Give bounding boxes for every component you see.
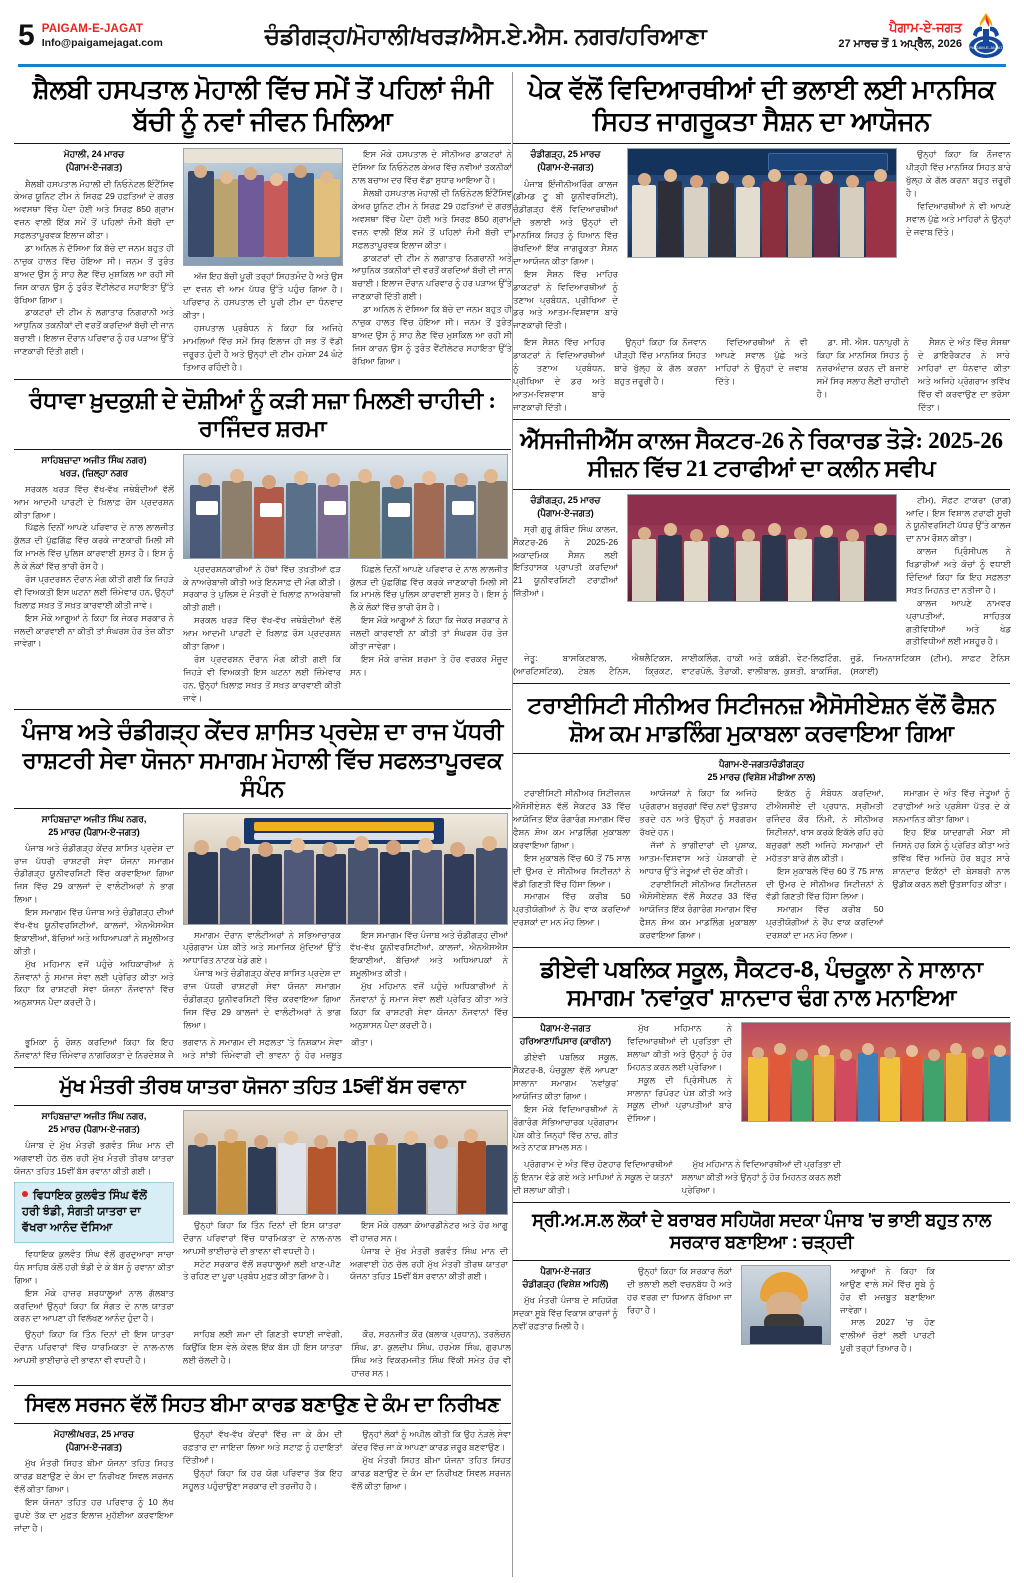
article-nss-state-convention — [14, 715, 511, 1061]
article-tirath-yatra-bus — [14, 1073, 511, 1380]
article-photo — [183, 148, 343, 266]
article-paragraph: ਸਕੂਲ ਦੀ ਪ੍ਰਿੰਸੀਪਲ ਨੇ ਸਾਲਾਨਾ ਰਿਪੋਰਟ ਪੇਸ਼ ਕੀਤੀ ਅਤੇ ਸਕੂਲ ਦੀਆਂ ਪ੍ਰਾਪਤੀਆਂ ਬਾਰੇ ਦੱਸਿਆ। — [627, 1074, 732, 1124]
article-paragraph: ਉਨ੍ਹਾਂ ਲੋਕਾਂ ਨੂੰ ਅਪੀਲ ਕੀਤੀ ਕਿ ਉਹ ਨੇੜਲੇ ਸੇਵਾ ਕੇਂਦਰ ਵਿੱਚ ਜਾ ਕੇ ਆਪਣਾ ਕਾਰਡ ਜ਼ਰੂਰ ਬਣਵਾਉਣ। — [351, 1429, 512, 1453]
article-source: (ਪੈਗਾਮ-ਏ-ਜਗਤ) — [65, 162, 123, 173]
article-paragraph: ਡਾ ਅਨਿਲ ਨੇ ਦੱਸਿਆ ਕਿ ਬੱਚੇ ਦਾ ਜਨਮ ਬਹੁਤ ਹੀ ਨਾਜ਼ੁਕ ਹਾਲਤ ਵਿੱਚ ਹੋਇਆ ਸੀ। ਜਨਮ ਤੋਂ ਤੁਰੰਤ ਬਾਅਦ ਉਸ ਨੂੰ ਸਾਹ ਲੈਣ ਵਿੱਚ ਮੁਸ਼ਕਿਲ ਆ ਰਹੀ ਸੀ ਜਿਸ ਕਾਰਨ ਉਸ ਨੂੰ ਤੁਰੰਤ ਵੈਂਟੀਲੇਟਰ ਸਹਾਇਤਾ ਉੱਤੇ ਰੱਖਿਆ ਗਿਆ। — [352, 304, 512, 366]
article-source: ਹਰਿਆਣਾ/ਪਿਸਾਰ (ਕਾਰੀਨਾ) — [519, 1036, 612, 1047]
article-paragraph: ਜੱਜਾਂ ਨੇ ਭਾਗੀਦਾਰਾਂ ਦੀ ਪੁਸ਼ਾਕ, ਆਤਮ-ਵਿਸ਼ਵਾਸ ਅਤੇ ਪੇਸ਼ਕਾਰੀ ਦੇ ਆਧਾਰ ਉੱਤੇ ਜੇਤੂਆਂ ਦੀ ਚੋਣ ਕੀਤੀ। — [639, 839, 757, 876]
svg-text:PAIGAM-E-JAGAT: PAIGAM-E-JAGAT — [969, 45, 1003, 50]
article-paragraph: ਇਹ ਇੱਕ ਯਾਦਗਾਰੀ ਮੌਕਾ ਸੀ ਜਿਸਨੇ ਹਰ ਕਿਸੇ ਨੂੰ ਪ੍ਰੇਰਿਤ ਕੀਤਾ ਅਤੇ ਭਵਿੱਖ ਵਿੱਚ ਅਜਿਹੇ ਹੋਰ ਬਹੁਤ ਸਾਰੇ ਸ਼ਾਨਦਾਰ ਇਕੱਠਾਂ ਦੀ ਬੇਸਬਰੀ ਨਾਲ ਉਡੀਕ ਕਰਨ ਲਈ ਉਤਸ਼ਾਹਿਤ ਕੀਤਾ। — [892, 826, 1010, 889]
article-paragraph: ਸਮਾਗਮ ਦੌਰਾਨ ਵਾਲੰਟੀਅਰਾਂ ਨੇ ਸਭਿਆਚਾਰਕ ਪ੍ਰੋਗਰਾਮ ਪੇਸ਼ ਕੀਤੇ ਅਤੇ ਸਮਾਜਿਕ ਮੁੱਦਿਆਂ ਉੱਤੇ ਆਧਾਰਿਤ ਨਾਟਕ ਖੇਡੇ ਗਏ। — [183, 929, 341, 966]
article-paragraph: ਪਿੱਛਲੇ ਦਿਨੀਂ ਆਪਣੇ ਪਰਿਵਾਰ ਦੇ ਨਾਲ ਲਾਲਜੀਤ ਕੁੱਲੜ ਦੀ ਪੁੱਛਗਿੱਛ ਵਿੱਚ ਕਰਕੇ ਜਾਣਕਾਰੀ ਮਿਲੀ ਸੀ ਕਿ ਮਾਮਲੇ ਵਿੱਚ ਪੁਲਿਸ ਕਾਰਵਾਈ ਸੁਸਤ ਹੈ। ਇਸ ਨੂੰ ਲੈ ਕੇ ਲੋਕਾਂ ਵਿੱਚ ਭਾਰੀ ਰੋਸ ਹੈ। — [14, 522, 174, 572]
article-paragraph: ਇਸ ਯੋਜਨਾ ਤਹਿਤ ਹਰ ਪਰਿਵਾਰ ਨੂੰ 10 ਲੱਖ ਰੁਪਏ ਤੱਕ ਦਾ ਮੁਫ਼ਤ ਇਲਾਜ ਮੁਹੱਈਆ ਕਰਵਾਇਆ ਜਾਂਦਾ ਹੈ। — [14, 1497, 174, 1533]
article-paragraph: ਪੰਜਾਬ ਅਤੇ ਚੰਡੀਗੜ੍ਹ ਕੇਂਦਰ ਸ਼ਾਸਿਤ ਪ੍ਰਦੇਸ਼ ਦਾ ਰਾਜ ਪੱਧਰੀ ਰਾਸ਼ਟਰੀ ਸੇਵਾ ਯੋਜਨਾ ਸਮਾਗਮ ਚੰਡੀਗੜ੍ਹ ਯੂਨੀਵਰਸਿਟੀ ਵਿੱਚ ਕਰਵਾਇਆ ਗਿਆ ਜਿਸ ਵਿੱਚ 29 ਕਾਲਜਾਂ ਦੇ ਵਾਲੰਟੀਅਰਾਂ ਨੇ ਭਾਗ ਲਿਆ। — [183, 968, 341, 1030]
article-paragraph: ਮੁੱਖ ਮਹਿਮਾਨ ਵਜੋਂ ਪਹੁੰਚੇ ਅਧਿਕਾਰੀਆਂ ਨੇ ਨੌਜਵਾਨਾਂ ਨੂੰ ਸਮਾਜ ਸੇਵਾ ਲਈ ਪ੍ਰੇਰਿਤ ਕੀਤਾ ਅਤੇ ਕਿਹਾ ਕਿ ਰਾਸ਼ਟਰੀ ਸੇਵਾ ਯੋਜਨਾ ਨੌਜਵਾਨਾਂ ਵਿੱਚ ਅਨੁਸ਼ਾਸਨ ਪੈਦਾ ਕਰਦੀ ਹੈ। — [14, 958, 174, 1008]
article-headline: ਸ੍ਰੀ.ਅ.ਸ.ਲ ਲੋਕਾਂ ਦੇ ਬਰਾਬਰ ਸਹਿਯੋਗ ਸਦਕਾ ਪੰਜਾਬ 'ਚ ਭਾਈ ਬਹੁਤ ਨਾਲ ਸਰਕਾਰ ਬਣਾਇਆ : ਚੜ੍ਹਦੀ — [532, 1209, 991, 1252]
torch-logo-icon — [966, 13, 1006, 59]
article-paragraph: ਸਮਾਗਮ ਦੇ ਅੰਤ ਵਿੱਚ ਜੇਤੂਆਂ ਨੂੰ ਟਰਾਫ਼ੀਆਂ ਅਤੇ ਪ੍ਰਸ਼ੰਸਾ ਪੱਤਰ ਦੇ ਕੇ ਸਨਮਾਨਿਤ ਕੀਤਾ ਗਿਆ। — [892, 788, 1010, 825]
article-paragraph: ਇਸ ਸਮਾਗਮ ਵਿੱਚ ਪੰਜਾਬ ਅਤੇ ਚੰਡੀਗੜ੍ਹ ਦੀਆਂ ਵੱਖ-ਵੱਖ ਯੂਨੀਵਰਸਿਟੀਆਂ, ਕਾਲਜਾਂ, ਐਨਐਸਐਸ ਇਕਾਈਆਂ, ਬੱਚਿਆਂ ਅਤੇ ਅਧਿਆਪਕਾਂ ਨੇ ਸ਼ਮੂਲੀਅਤ ਕੀਤੀ। — [14, 907, 174, 956]
highlight-box-text: ਵਿਧਾਇਕ ਕੁਲਵੰਤ ਸਿੰਘ ਵੱਲੋਂ ਹਰੀ ਝੰਡੀ, ਸੰਗਤੀ ਯਾਤਰਾ ਦਾ ਵੱਖਰਾ ਆਨੰਦ ਦੱਸਿਆ — [22, 1189, 147, 1234]
article-dateline: ਪੈਗਾਮ-ਏ-ਜਗਤ/ਚੰਡੀਗੜ੍ਹ — [718, 759, 805, 770]
article-paragraph: ਸਾਹਿਬ ਲਈ ਸ਼ਮਾ ਦੀ ਗਿਣਤੀ ਵਧਾਈ ਜਾਵੇਗੀ, ਕਿਉਂਕਿ ਇਸ ਵੇਲੇ ਕੇਵਲ ਇੱਕ ਬੱਸ ਹੀ ਇਸ ਯਾਤਰਾ ਲਈ ਚੱਲਦੀ ਹੈ। — [182, 1329, 343, 1366]
article-paragraph: ਸ਼ੈਲਬੀ ਹਸਪਤਾਲ ਮੋਹਾਲੀ ਦੀ ਨਿਓਨੇਟਲ ਇੰਟੈਂਸਿਵ ਕੇਅਰ ਯੂਨਿਟ ਟੀਮ ਨੇ ਸਿਰਫ਼ 29 ਹਫ਼ਤਿਆਂ ਦੇ ਗਰਭ ਅਵਸਥਾ ਵਿੱਚ ਪੈਦਾ ਹੋਈ ਅਤੇ ਸਿਰਫ਼ 850 ਗ੍ਰਾਮ ਵਜ਼ਨ ਵਾਲੀ ਇੱਕ ਸਮੇਂ ਤੋਂ ਪਹਿਲਾਂ ਜੰਮੀ ਬੱਚੀ ਦਾ ਸਫ਼ਲਤਾਪੂਰਵਕ ਇਲਾਜ ਕੀਤਾ। — [14, 178, 174, 241]
article-paragraph: ਉਨ੍ਹਾਂ ਕਿਹਾ ਕਿ ਸਰਕਾਰ ਲੋਕਾਂ ਦੀ ਭਲਾਈ ਲਈ ਵਚਨਬੱਧ ਹੈ ਅਤੇ ਹਰ ਵਰਗ ਦਾ ਧਿਆਨ ਰੱਖਿਆ ਜਾ ਰਿਹਾ ਹੈ। — [627, 1265, 732, 1315]
article-shalby-hospital — [14, 72, 511, 374]
article-paragraph: ਵਿਧਾਇਕ ਕੁਲਵੰਤ ਸਿੰਘ ਵੱਲੋਂ ਗੁਰਦੁਆਰਾ ਸਾਚਾ ਧੰਨ ਸਾਹਿਬ ਕੋਲੋਂ ਹਰੀ ਝੰਡੀ ਦੇ ਕੇ ਬੱਸ ਨੂੰ ਰਵਾਨਾ ਕੀਤਾ ਗਿਆ। — [14, 1248, 174, 1285]
article-paragraph: ਡਾਕਟਰਾਂ ਦੀ ਟੀਮ ਨੇ ਲਗਾਤਾਰ ਨਿਗਰਾਨੀ ਅਤੇ ਆਧੁਨਿਕ ਤਕਨੀਕਾਂ ਦੀ ਵਰਤੋਂ ਕਰਦਿਆਂ ਬੱਚੀ ਦੀ ਜਾਨ ਬਚਾਈ। ਇਲਾਜ ਦੌਰਾਨ ਪਰਿਵਾਰ ਨੂੰ ਹਰ ਪੜਾਅ ਉੱਤੇ ਜਾਣਕਾਰੀ ਦਿੱਤੀ ਗਈ। — [352, 252, 512, 302]
masthead — [14, 8, 1010, 62]
article-paragraph: ਟੀਮ), ਸੌਫ਼ਟ ਟਾਕਰਾ (ਰਾਗ) ਆਦਿ। ਇਸ ਵਿਸ਼ਾਲ ਟਰਾਫੀ ਸੂਚੀ ਨੇ ਯੂਨੀਵਰਸਿਟੀ ਪੱਧਰ ਉੱਤੇ ਕਾਲਜ ਦਾ ਨਾਮ ਰੌਸ਼ਨ ਕੀਤਾ। — [906, 494, 1011, 544]
article-paragraph: ਸਟੇਟ ਸਰਕਾਰ ਵੱਲੋਂ ਸ਼ਰਧਾਲੂਆਂ ਲਈ ਖਾਣ-ਪੀਣ ਤੇ ਰਹਿਣ ਦਾ ਪੂਰਾ ਪ੍ਰਬੰਧ ਮੁਫ਼ਤ ਕੀਤਾ ਗਿਆ ਹੈ। — [183, 1258, 341, 1282]
brand-name: PAIGAM-E-JAGAT — [41, 23, 144, 36]
masthead-left — [18, 21, 163, 51]
article-paragraph: ਆਯੋਜਕਾਂ ਨੇ ਕਿਹਾ ਕਿ ਅਜਿਹੇ ਪ੍ਰੋਗਰਾਮ ਬਜ਼ੁਰਗਾਂ ਵਿੱਚ ਨਵਾਂ ਉਤਸ਼ਾਹ ਭਰਦੇ ਹਨ ਅਤੇ ਉਨ੍ਹਾਂ ਨੂੰ ਸਰਗਰਮ ਰੱਖਦੇ ਹਨ। — [639, 788, 757, 837]
article-paragraph: ਮੁੱਖ ਮੰਤਰੀ ਸਿਹਤ ਬੀਮਾ ਯੋਜਨਾ ਤਹਿਤ ਸਿਹਤ ਕਾਰਡ ਬਣਾਉਣ ਦੇ ਕੰਮ ਦਾ ਨਿਰੀਖਣ ਸਿਵਲ ਸਰਜਨ ਵੱਲੋਂ ਕੀਤਾ ਗਿਆ। — [351, 1455, 512, 1491]
article-paragraph: ਇਸ ਸੈਸ਼ਨ ਵਿੱਚ ਮਾਹਿਰ ਡਾਕਟਰਾਂ ਨੇ ਵਿਦਿਆਰਥੀਆਂ ਨੂੰ ਤਣਾਅ ਪ੍ਰਬੰਧਨ, ਪ੍ਰੀਖਿਆ ਦੇ ਡਰ ਅਤੇ ਆਤਮ-ਵਿਸ਼ਵਾਸ ਬਾਰੇ ਜਾਣਕਾਰੀ ਦਿੱਤੀ। — [513, 268, 618, 331]
article-paragraph: ਉਨ੍ਹਾਂ ਕਿਹਾ ਕਿ ਨੌਜਵਾਨ ਪੀੜ੍ਹੀ ਵਿੱਚ ਮਾਨਸਿਕ ਸਿਹਤ ਬਾਰੇ ਖੁੱਲ੍ਹ ਕੇ ਗੱਲ ਕਰਨਾ ਬਹੁਤ ਜ਼ਰੂਰੀ ਹੈ। — [614, 337, 707, 386]
article-paragraph: ਮੁੱਖ ਮਹਿਮਾਨ ਨੇ ਵਿਦਿਆਰਥੀਆਂ ਦੀ ਪ੍ਰਤਿਭਾ ਦੀ ਸ਼ਲਾਘਾ ਕੀਤੀ ਅਤੇ ਉਨ੍ਹਾਂ ਨੂੰ ਹੋਰ ਮਿਹਨਤ ਕਰਨ ਲਈ ਪ੍ਰੇਰਿਆ। — [681, 1159, 842, 1196]
article-paragraph: ਕੌਰ, ਸਰਨਜੀਤ ਕੌਰ (ਬਲਾਕ ਪ੍ਰਧਾਨ), ਤਰਲੋਚਨ ਸਿੰਘ, ਡਾ. ਕੁਲਦੀਪ ਸਿੰਘ, ਹਰਮੇਸ਼ ਸਿੰਘ, ਗੁਰਪਾਲ ਸਿੰਘ ਅਤੇ ਵਿਕਰਮਜੀਤ ਸਿੰਘ ਵਿੱਕੀ ਸਮੇਤ ਹੋਰ ਵੀ ਹਾਜ਼ਰ ਸਨ। — [351, 1329, 512, 1378]
article-headline: ਰੰਧਾਵਾ ਖ਼ੁਦਕੁਸ਼ੀ ਦੇ ਦੋਸ਼ੀਆਂ ਨੂੰ ਕੜੀ ਸਜ਼ਾ ਮਿਲਣੀ ਚਾਹੀਦੀ : ਰਾਜਿੰਦਰ ਸ਼ਰਮਾ — [29, 387, 496, 441]
highlight-box-title — [22, 1188, 166, 1236]
article-paragraph: ਕਾਲਜ ਪ੍ਰਿੰਸੀਪਲ ਨੇ ਖਿਡਾਰੀਆਂ ਅਤੇ ਕੋਚਾਂ ਨੂੰ ਵਧਾਈ ਦਿੰਦਿਆਂ ਕਿਹਾ ਕਿ ਇਹ ਸਫ਼ਲਤਾ ਸਖ਼ਤ ਮਿਹਨਤ ਦਾ ਨਤੀਜਾ ਹੈ। — [906, 546, 1011, 595]
article-paragraph: ਸ੍ਰੀ ਗੁਰੂ ਗੋਬਿੰਦ ਸਿੰਘ ਕਾਲਜ, ਸੈਕਟਰ-26 ਨੇ 2025-26 ਅਕਾਦਮਿਕ ਸੈਸ਼ਨ ਲਈ ਇਤਿਹਾਸਕ ਪ੍ਰਾਪਤੀ ਕਰਦਿਆਂ 21 ਯੂਨੀਵਰਸਿਟੀ ਟਰਾਫ਼ੀਆਂ ਜਿੱਤੀਆਂ। — [513, 523, 618, 599]
bullet-icon — [22, 1191, 28, 1197]
article-paragraph: ਇਸ ਮੌਕੇ ਹਸਪਤਾਲ ਦੇ ਸੀਨੀਅਰ ਡਾਕਟਰਾਂ ਨੇ ਦੱਸਿਆ ਕਿ ਨਿਓਨੇਟਲ ਕੇਅਰ ਵਿੱਚ ਨਵੀਆਂ ਤਕਨੀਕਾਂ ਨਾਲ ਬਚਾਅ ਦਰ ਵਿੱਚ ਵੱਡਾ ਸੁਧਾਰ ਆਇਆ ਹੈ। — [352, 149, 512, 186]
article-headline: ਸਿਵਲ ਸਰਜਨ ਵੱਲੋਂ ਸਿਹਤ ਬੀਮਾ ਕਾਰਡ ਬਣਾਉਣ ਦੇ ਕੰਮ ਦਾ ਨਿਰੀਖਣ — [25, 1393, 500, 1416]
article-paragraph: ਇਸ ਮੌਕੇ ਆਗੂਆਂ ਨੇ ਕਿਹਾ ਕਿ ਜੇਕਰ ਸਰਕਾਰ ਨੇ ਜਲਦੀ ਕਾਰਵਾਈ ਨਾ ਕੀਤੀ ਤਾਂ ਸੰਘਰਸ਼ ਹੋਰ ਤੇਜ਼ ਕੀਤਾ ਜਾਵੇਗਾ। — [14, 612, 174, 649]
article-paragraph: ਸਰਕਲ ਖਰੜ ਵਿੱਚ ਵੱਖ-ਵੱਖ ਜਥੇਬੰਦੀਆਂ ਵੱਲੋਂ ਆਮ ਆਦਮੀ ਪਾਰਟੀ ਦੇ ਖ਼ਿਲਾਫ਼ ਰੋਸ ਪ੍ਰਦਰਸ਼ਨ ਕੀਤਾ ਗਿਆ। — [14, 483, 174, 520]
article-paragraph: ਅੱਜ ਇਹ ਬੱਚੀ ਪੂਰੀ ਤਰ੍ਹਾਂ ਸਿਹਤਮੰਦ ਹੈ ਅਤੇ ਉਸ ਦਾ ਵਜ਼ਨ ਵੀ ਆਮ ਪੱਧਰ ਉੱਤੇ ਪਹੁੰਚ ਗਿਆ ਹੈ। ਪਰਿਵਾਰ ਨੇ ਹਸਪਤਾਲ ਦੀ ਪੂਰੀ ਟੀਮ ਦਾ ਧੰਨਵਾਦ ਕੀਤਾ। — [183, 271, 343, 321]
article-paragraph: ਸਮਾਗਮ ਵਿੱਚ ਕਰੀਬ 50 ਪ੍ਰਤੀਯੋਗੀਆਂ ਨੇ ਰੈਂਪ ਵਾਕ ਕਰਦਿਆਂ ਦਰਸ਼ਕਾਂ ਦਾ ਮਨ ਮੋਹ ਲਿਆ। — [513, 891, 631, 928]
article-paragraph: ਪ੍ਰਦਰਸ਼ਨਕਾਰੀਆਂ ਨੇ ਹੱਥਾਂ ਵਿੱਚ ਤਖ਼ਤੀਆਂ ਫੜ ਕੇ ਨਾਅਰੇਬਾਜ਼ੀ ਕੀਤੀ ਅਤੇ ਇਨਸਾਫ਼ ਦੀ ਮੰਗ ਕੀਤੀ। ਸਰਕਾਰ ਤੇ ਪੁਲਿਸ ਦੇ ਮੰਤਰੀ ਦੇ ਖਿਲਾਫ਼ ਨਾਅਰੇਬਾਜ਼ੀ ਕੀਤੀ ਗਈ। — [183, 563, 341, 613]
article-paragraph: ਇਸ ਮੁਕਾਬਲੇ ਵਿੱਚ 60 ਤੋਂ 75 ਸਾਲ ਦੀ ਉਮਰ ਦੇ ਸੀਨੀਅਰ ਸਿਟੀਜ਼ਨਾਂ ਨੇ ਵੱਡੀ ਗਿਣਤੀ ਵਿੱਚ ਹਿੱਸਾ ਲਿਆ। — [766, 865, 884, 902]
article-paragraph: ਸ਼ੈਲਬੀ ਹਸਪਤਾਲ ਮੋਹਾਲੀ ਦੀ ਨਿਓਨੇਟਲ ਇੰਟੈਂਸਿਵ ਕੇਅਰ ਯੂਨਿਟ ਟੀਮ ਨੇ ਸਿਰਫ਼ 29 ਹਫ਼ਤਿਆਂ ਦੇ ਗਰਭ ਅਵਸਥਾ ਵਿੱਚ ਪੈਦਾ ਹੋਈ ਅਤੇ ਸਿਰਫ਼ 850 ਗ੍ਰਾਮ ਵਜ਼ਨ ਵਾਲੀ ਇੱਕ ਸਮੇਂ ਤੋਂ ਪਹਿਲਾਂ ਜੰਮੀ ਬੱਚੀ ਦਾ ਸਫ਼ਲਤਾਪੂਰਵਕ ਇਲਾਜ ਕੀਤਾ। — [352, 188, 512, 250]
article-paragraph: ਇਸ ਮੁਕਾਬਲੇ ਵਿੱਚ 60 ਤੋਂ 75 ਸਾਲ ਦੀ ਉਮਰ ਦੇ ਸੀਨੀਅਰ ਸਿਟੀਜ਼ਨਾਂ ਨੇ ਵੱਡੀ ਗਿਣਤੀ ਵਿੱਚ ਹਿੱਸਾ ਲਿਆ। — [513, 852, 631, 889]
article-punjab-government-support — [513, 1208, 1010, 1355]
article-portrait-photo — [741, 1265, 831, 1345]
article-source: ਚੰਡੀਗੜ੍ਹ (ਵਿਸ਼ੇਸ਼ ਅਹਿਲੋਂ) — [522, 1278, 609, 1289]
article-dav-school-navankur — [513, 953, 1010, 1197]
article-headline: ਪੰਜਾਬ ਅਤੇ ਚੰਡੀਗੜ੍ਹ ਕੇਂਦਰ ਸ਼ਾਸਿਤ ਪ੍ਰਦੇਸ਼ ਦਾ ਰਾਜ ਪੱਧਰੀ ਰਾਸ਼ਟਰੀ ਸੇਵਾ ਯੋਜਨਾ ਸਮਾਗਮ ਮੋਹਾਲੀ ਵਿੱਚ ਸਫਲਤਾਪੂਰਵਕ ਸੰਪੰਨ — [21, 718, 504, 801]
highlight-box — [14, 1182, 174, 1243]
article-dateline: ਮੋਹਾਲੀ, 24 ਮਾਰਚ — [63, 149, 125, 160]
article-dateline: ਪੈਗਾਮ-ਏ-ਜਗਤ — [540, 1023, 591, 1034]
section-title: ਚੰਡੀਗੜ੍ਹ/ਮੋਹਾਲੀ/ਖਰੜ/ਐਸ.ਏ.ਐਸ. ਨਗਰ/ਹਰਿਆਣਾ — [264, 22, 707, 49]
article-paragraph: ਕਾਲਜ ਆਪਣੇ ਨਾਮਵਰ ਪ੍ਰਾਪਤੀਆਂ, ਸਾਹਿਤਕ ਗਤੀਵਿਧੀਆਂ ਅਤੇ ਖੇਡ ਗਤੀਵਿਧੀਆਂ ਲਈ ਮਸ਼ਹੂਰ ਹੈ। — [906, 597, 1011, 647]
contact-email: Info@paigamejagat.com — [41, 36, 163, 49]
article-source: 25 ਮਾਰਚ (ਪੈਗਾਮ-ਏ-ਜਗਤ) — [48, 1123, 140, 1134]
article-paragraph: ਡਾਕਟਰਾਂ ਦੀ ਟੀਮ ਨੇ ਲਗਾਤਾਰ ਨਿਗਰਾਨੀ ਅਤੇ ਆਧੁਨਿਕ ਤਕਨੀਕਾਂ ਦੀ ਵਰਤੋਂ ਕਰਦਿਆਂ ਬੱਚੀ ਦੀ ਜਾਨ ਬਚਾਈ। ਇਲਾਜ ਦੌਰਾਨ ਪਰਿਵਾਰ ਨੂੰ ਹਰ ਪੜਾਅ ਉੱਤੇ ਜਾਣਕਾਰੀ ਦਿੱਤੀ ਗਈ। — [14, 307, 174, 357]
article-photo — [183, 813, 508, 925]
article-paragraph: ਪੰਜਾਬ ਇੰਜੀਨੀਅਰਿੰਗ ਕਾਲਜ (ਡੀਮਡ ਟੂ ਬੀ ਯੂਨੀਵਰਸਿਟੀ), ਚੰਡੀਗੜ੍ਹ ਵੱਲੋਂ ਵਿਦਿਆਰਥੀਆਂ ਦੀ ਭਲਾਈ ਅਤੇ ਉਨ੍ਹਾਂ ਦੀ ਮਾਨਸਿਕ ਸਿਹਤ ਨੂੰ ਧਿਆਨ ਵਿੱਚ ਰੱਖਦਿਆਂ ਇੱਕ ਜਾਗਰੂਕਤਾ ਸੈਸ਼ਨ ਦਾ ਆਯੋਜਨ ਕੀਤਾ ਗਿਆ। — [513, 178, 618, 266]
article-paragraph: ਸੈਸ਼ਨ ਦੇ ਅੰਤ ਵਿੱਚ ਸੰਸਥਾ ਦੇ ਡਾਇਰੈਕਟਰ ਨੇ ਸਾਰੇ ਮਾਹਿਰਾਂ ਦਾ ਧੰਨਵਾਦ ਕੀਤਾ ਅਤੇ ਅਜਿਹੇ ਪ੍ਰੋਗਰਾਮ ਭਵਿੱਖ ਵਿੱਚ ਵੀ ਕਰਵਾਉਣ ਦਾ ਭਰੋਸਾ ਦਿੱਤਾ। — [917, 337, 1011, 412]
article-photo — [627, 148, 897, 258]
article-source: (ਪੈਗਾਮ-ਏ-ਜਗਤ) — [537, 162, 594, 173]
article-headline: ਟਰਾਈਸਿਟੀ ਸੀਨੀਅਰ ਸਿਟੀਜਨਜ਼ ਐਸੋਸੀਏਸ਼ਨ ਵੱਲੋਂ ਫੈਸ਼ਨ ਸ਼ੋਅ ਕਮ ਮਾਡਲਿੰਗ ਮੁਕਾਬਲਾ ਕਰਵਾਇਆ ਗਿਆ — [527, 692, 996, 747]
article-paragraph: ਡਾ. ਸੀ. ਐਸ. ਧਨਾਪੁਰੀ ਨੇ ਕਿਹਾ ਕਿ ਮਾਨਸਿਕ ਸਿਹਤ ਨੂੰ ਨਜ਼ਰਅੰਦਾਜ਼ ਕਰਨ ਦੀ ਬਜਾਏ ਸਮੇਂ ਸਿਰ ਸਲਾਹ ਲੈਣੀ ਚਾਹੀਦੀ ਹੈ। — [816, 337, 909, 399]
article-pec-mental-health — [513, 72, 1010, 414]
article-paragraph: ਮੁੱਖ ਮਹਿਮਾਨ ਨੇ ਵਿਦਿਆਰਥੀਆਂ ਦੀ ਪ੍ਰਤਿਭਾ ਦੀ ਸ਼ਲਾਘਾ ਕੀਤੀ ਅਤੇ ਉਨ੍ਹਾਂ ਨੂੰ ਹੋਰ ਮਿਹਨਤ ਕਰਨ ਲਈ ਪ੍ਰੇਰਿਆ। — [627, 1023, 732, 1072]
article-photo — [627, 494, 897, 602]
masthead-rule — [18, 64, 1006, 67]
article-paragraph: ਇਸ ਮੌਕੇ ਹਲਕਾ ਕੋਆਰਡੀਨੇਟਰ ਅਤੇ ਹੋਰ ਆਗੂ ਵੀ ਹਾਜ਼ਰ ਸਨ। — [350, 1219, 508, 1243]
article-paragraph: ਹਸਪਤਾਲ ਪ੍ਰਬੰਧਨ ਨੇ ਕਿਹਾ ਕਿ ਅਜਿਹੇ ਮਾਮਲਿਆਂ ਵਿੱਚ ਸਮੇਂ ਸਿਰ ਇਲਾਜ ਹੀ ਸਭ ਤੋਂ ਵੱਡੀ ਜ਼ਰੂਰਤ ਹੁੰਦੀ ਹੈ ਅਤੇ ਉਨ੍ਹਾਂ ਦੀ ਟੀਮ ਹਮੇਸ਼ਾ 24 ਘੰਟੇ ਤਿਆਰ ਰਹਿੰਦੀ ਹੈ। — [183, 323, 343, 372]
article-sggs-college-trophies — [513, 425, 1010, 679]
article-paragraph: ਰੋਸ ਪ੍ਰਦਰਸ਼ਨ ਦੌਰਾਨ ਮੰਗ ਕੀਤੀ ਗਈ ਕਿ ਜਿਹੜੇ ਵੀ ਵਿਅਕਤੀ ਇਸ ਘਟਨਾ ਲਈ ਜ਼ਿੰਮੇਵਾਰ ਹਨ, ਉਨ੍ਹਾਂ ਖ਼ਿਲਾਫ਼ ਸਖ਼ਤ ਤੋਂ ਸਖ਼ਤ ਕਾਰਵਾਈ ਕੀਤੀ ਜਾਵੇ। — [183, 653, 341, 703]
article-headline: ਪੇਕ ਵੱਲੋਂ ਵਿਦਿਆਰਥੀਆਂ ਦੀ ਭਲਾਈ ਲਈ ਮਾਨਸਿਕ ਸਿਹਤ ਜਾਗਰੂਕਤਾ ਸੈਸ਼ਨ ਦਾ ਆਯੋਜਨ — [527, 74, 996, 136]
article-paragraph: ਉਨ੍ਹਾਂ ਕਿਹਾ ਕਿ ਹਰ ਯੋਗ ਪਰਿਵਾਰ ਤੱਕ ਇਹ ਸਹੂਲਤ ਪਹੁੰਚਾਉਣਾ ਸਰਕਾਰ ਦੀ ਤਰਜੀਹ ਹੈ। — [182, 1467, 343, 1491]
article-paragraph: ਇਸ ਮੌਕੇ ਆਗੂਆਂ ਨੇ ਕਿਹਾ ਕਿ ਜੇਕਰ ਸਰਕਾਰ ਨੇ ਜਲਦੀ ਕਾਰਵਾਈ ਨਾ ਕੀਤੀ ਤਾਂ ਸੰਘਰਸ਼ ਹੋਰ ਤੇਜ਼ ਕੀਤਾ ਜਾਵੇਗਾ। — [350, 615, 508, 651]
article-dateline: ਸਾਹਿਬਜ਼ਾਦਾ ਅਜੀਤ ਸਿੰਘ ਨਗਰ, — [41, 1110, 147, 1121]
article-dateline: ਚੰਡੀਗੜ੍ਹ, 25 ਮਾਰਚ — [530, 149, 601, 160]
article-headline: ਐੱਸਜੀਜੀਐੱਸ ਕਾਲਜ ਸੈਕਟਰ-26 ਨੇ ਰਿਕਾਰਡ ਤੋੜੇ: 2025-26 ਸੀਜ਼ਨ ਵਿੱਚ 21 ਟਰਾਫੀਆਂ ਦਾ ਕਲੀਨ ਸਵੀਪ — [520, 427, 1003, 481]
article-paragraph: ਡੀਏਵੀ ਪਬਲਿਕ ਸਕੂਲ, ਸੈਕਟਰ-8, ਪੰਚਕੂਲਾ ਵੱਲੋਂ ਆਪਣਾ ਸਾਲਾਨਾ ਸਮਾਗਮ 'ਨਵਾਂਕੁਰ' ਆਯੋਜਿਤ ਕੀਤਾ ਗਿਆ। — [513, 1052, 618, 1101]
article-paragraph: ਉਨ੍ਹਾਂ ਵੱਖ-ਵੱਖ ਕੇਂਦਰਾਂ ਵਿੱਚ ਜਾ ਕੇ ਕੰਮ ਦੀ ਰਫ਼ਤਾਰ ਦਾ ਜਾਇਜ਼ਾ ਲਿਆ ਅਤੇ ਸਟਾਫ਼ ਨੂੰ ਹਦਾਇਤਾਂ ਦਿੱਤੀਆਂ। — [182, 1429, 343, 1466]
page-number: 5 — [18, 19, 35, 52]
article-headline: ਸ਼ੈਲਬੀ ਹਸਪਤਾਲ ਮੋਹਾਲੀ ਵਿੱਚ ਸਮੇਂ ਤੋਂ ਪਹਿਲਾਂ ਜੰਮੀ ਬੱਚੀ ਨੂੰ ਨਵਾਂ ਜੀਵਨ ਮਿਲਿਆ — [32, 74, 493, 136]
article-paragraph: ਇਸ ਮੌਕੇ ਹਾਜ਼ਰ ਸ਼ਰਧਾਲੂਆਂ ਨਾਲ ਗੱਲਬਾਤ ਕਰਦਿਆਂ ਉਨ੍ਹਾਂ ਕਿਹਾ ਕਿ ਸੰਗਤ ਦੇ ਨਾਲ ਯਾਤਰਾ ਕਰਨ ਦਾ ਆਪਣਾ ਹੀ ਵਿਲੱਖਣ ਆਨੰਦ ਹੁੰਦਾ ਹੈ। — [14, 1287, 174, 1324]
article-paragraph: ਪੰਜਾਬ ਅਤੇ ਚੰਡੀਗੜ੍ਹ ਕੇਂਦਰ ਸ਼ਾਸਿਤ ਪ੍ਰਦੇਸ਼ ਦਾ ਰਾਜ ਪੱਧਰੀ ਰਾਸ਼ਟਰੀ ਸੇਵਾ ਯੋਜਨਾ ਸਮਾਗਮ ਚੰਡੀਗੜ੍ਹ ਯੂਨੀਵਰਸਿਟੀ ਵਿੱਚ ਕਰਵਾਇਆ ਗਿਆ ਜਿਸ ਵਿੱਚ 29 ਕਾਲਜਾਂ ਦੇ ਵਾਲੰਟੀਅਰਾਂ ਨੇ ਭਾਗ ਲਿਆ। — [14, 842, 174, 905]
article-source: 25 ਮਾਰਚ (ਪੈਗਾਮ-ਏ-ਜਗਤ) — [48, 826, 140, 837]
article-paragraph: ਪਿੱਛਲੇ ਦਿਨੀਂ ਆਪਣੇ ਪਰਿਵਾਰ ਦੇ ਨਾਲ ਲਾਲਜੀਤ ਕੁੱਲੜ ਦੀ ਪੁੱਛਗਿੱਛ ਵਿੱਚ ਕਰਕੇ ਜਾਣਕਾਰੀ ਮਿਲੀ ਸੀ ਕਿ ਮਾਮਲੇ ਵਿੱਚ ਪੁਲਿਸ ਕਾਰਵਾਈ ਸੁਸਤ ਹੈ। ਇਸ ਨੂੰ ਲੈ ਕੇ ਲੋਕਾਂ ਵਿੱਚ ਭਾਰੀ ਰੋਸ ਹੈ। — [350, 563, 508, 613]
article-dateline: ਚੰਡੀਗੜ੍ਹ, 25 ਮਾਰਚ — [530, 494, 601, 505]
article-paragraph: ਵਿਦਿਆਰਥੀਆਂ ਨੇ ਵੀ ਆਪਣੇ ਸਵਾਲ ਪੁੱਛੇ ਅਤੇ ਮਾਹਿਰਾਂ ਨੇ ਉਨ੍ਹਾਂ ਦੇ ਜਵਾਬ ਦਿੱਤੇ। — [906, 201, 1011, 237]
article-photo — [183, 1110, 508, 1215]
article-paragraph: ਸਮਾਗਮ ਵਿੱਚ ਕਰੀਬ 50 ਪ੍ਰਤੀਯੋਗੀਆਂ ਨੇ ਰੈਂਪ ਵਾਕ ਕਰਦਿਆਂ ਦਰਸ਼ਕਾਂ ਦਾ ਮਨ ਮੋਹ ਲਿਆ। — [766, 904, 884, 941]
article-source: ਖਰੜ, (ਜ਼ਿਲ੍ਹਾ ਨਗਰ — [59, 467, 129, 478]
article-paragraph: ਉਨ੍ਹਾਂ ਕਿਹਾ ਕਿ ਤਿੰਨ ਦਿਨਾਂ ਦੀ ਇਸ ਯਾਤਰਾ ਦੌਰਾਨ ਪਰਿਵਾਰਾਂ ਵਿੱਚ ਧਾਰਮਿਕਤਾ ਦੇ ਨਾਲ-ਨਾਲ ਆਪਸੀ ਭਾਈਚਾਰੇ ਦੀ ਭਾਵਨਾ ਵੀ ਵਧਦੀ ਹੈ। — [14, 1329, 174, 1366]
article-photo — [183, 454, 508, 559]
publication-title: ਪੈਗਾਮ-ਏ-ਜਗਤ — [889, 20, 962, 36]
masthead-right — [838, 13, 1006, 59]
article-paragraph: ਉਨ੍ਹਾਂ ਕਿਹਾ ਕਿ ਨੌਜਵਾਨ ਪੀੜ੍ਹੀ ਵਿੱਚ ਮਾਨਸਿਕ ਸਿਹਤ ਬਾਰੇ ਖੁੱਲ੍ਹ ਕੇ ਗੱਲ ਕਰਨਾ ਬਹੁਤ ਜ਼ਰੂਰੀ ਹੈ। — [906, 149, 1011, 199]
content-columns — [14, 72, 1010, 1577]
article-dateline: ਮੋਹਾਲੀ/ਖਰੜ, 25 ਮਾਰਚ — [53, 1429, 134, 1440]
article-paragraph: ਜੇਤੂ: ਬਾਸਕਿਟਬਾਲ, ਐਥਲੈਟਿਕਸ, (ਆਰਟਿਸਟਿਕ), ਟੇਬਲ ਟੈਨਿਸ, ਕ੍ਰਿਕਟ, ਸਾਈਕਲਿੰਗ, ਹਾਕੀ ਅਤੇ ਕਬੱਡੀ, ਵੇਟ-ਲਿਫਟਿੰਗ, ਵਾਟਰਪੋਲੋ, ਤੈਰਾਕੀ, ਵਾਲੀਬਾਲ, ਕੁਸ਼ਤੀ, ਬਾਕਸਿੰਗ, ਜੂਡੋ, ਜਿਮਨਾਸਟਿਕਸ (ਟੀਮ), ਸਾਫ਼ਟ ਟੈਨਿਸ (ਸਕਾਈ) — [513, 653, 1010, 677]
article-paragraph: ਮੁੱਖ ਮਹਿਮਾਨ ਵਜੋਂ ਪਹੁੰਚੇ ਅਧਿਕਾਰੀਆਂ ਨੇ ਨੌਜਵਾਨਾਂ ਨੂੰ ਸਮਾਜ ਸੇਵਾ ਲਈ ਪ੍ਰੇਰਿਤ ਕੀਤਾ ਅਤੇ ਕਿਹਾ ਕਿ ਰਾਸ਼ਟਰੀ ਸੇਵਾ ਯੋਜਨਾ ਨੌਜਵਾਨਾਂ ਵਿੱਚ ਅਨੁਸ਼ਾਸਨ ਪੈਦਾ ਕਰਦੀ ਹੈ। — [350, 981, 508, 1030]
article-dateline: ਸਾਹਿਬਜ਼ਾਦਾ ਅਜੀਤ ਸਿੰਘ ਨਗਰ, — [41, 813, 147, 824]
article-paragraph: ਇਸ ਸੈਸ਼ਨ ਵਿੱਚ ਮਾਹਿਰ ਡਾਕਟਰਾਂ ਨੇ ਵਿਦਿਆਰਥੀਆਂ ਨੂੰ ਤਣਾਅ ਪ੍ਰਬੰਧਨ, ਪ੍ਰੀਖਿਆ ਦੇ ਡਰ ਅਤੇ ਆਤਮ-ਵਿਸ਼ਵਾਸ ਬਾਰੇ ਜਾਣਕਾਰੀ ਦਿੱਤੀ। — [513, 337, 606, 412]
article-source: 25 ਮਾਰਚ (ਵਿਸ਼ੇਸ਼ ਮੀਡੀਆ ਨਾਲ) — [707, 772, 816, 783]
article-paragraph: ਟਰਾਈਸਿਟੀ ਸੀਨੀਅਰ ਸਿਟੀਜ਼ਨਜ਼ ਐਸੋਸੀਏਸ਼ਨ ਵੱਲੋਂ ਸੈਕਟਰ 33 ਵਿੱਚ ਆਯੋਜਿਤ ਇੱਕ ਰੰਗਾਰੰਗ ਸਮਾਗਮ ਵਿੱਚ ਫੈਸ਼ਨ ਸ਼ੋਅ ਕਮ ਮਾਡਲਿੰਗ ਮੁਕਾਬਲਾ ਕਰਵਾਇਆ ਗਿਆ। — [513, 788, 631, 850]
article-randhawa-suicide — [14, 385, 511, 705]
article-senior-citizens-fashion-show — [513, 689, 1010, 942]
article-paragraph: ਆਗੂਆਂ ਨੇ ਕਿਹਾ ਕਿ ਆਉਣ ਵਾਲੇ ਸਮੇਂ ਵਿੱਚ ਸੂਬੇ ਨੂੰ ਹੋਰ ਵੀ ਮਜ਼ਬੂਤ ਬਣਾਇਆ ਜਾਵੇਗਾ। — [840, 1265, 935, 1315]
article-paragraph: ਭੂਮਿਕਾ ਨੂੰ ਰੋਸ਼ਨ ਕਰਦਿਆਂ ਕਿਹਾ ਕਿ ਇਹ ਨੌਜਵਾਨਾਂ ਵਿੱਚ ਜ਼ਿੰਮੇਵਾਰ ਨਾਗਰਿਕਤਾ ਦੇ ਨਿਰਦੇਸ਼ਕ ਜੈ ਭਗਵਾਨ ਨੇ ਸਮਾਗਮ ਦੀ ਸਫਲਤਾ 'ਤੇ ਨਿਸ਼ਕਾਮ ਸੇਵਾ ਅਤੇ ਸਾਂਝੀ ਜ਼ਿੰਮੇਵਾਰੀ ਦੀ ਭਾਵਨਾ ਨੂੰ ਹੋਰ ਮਜ਼ਬੂਤ ਕੀਤਾ। — [14, 1036, 374, 1060]
publication-date: 27 ਮਾਰਚ ਤੋਂ 1 ਅਪ੍ਰੈਲ, 2026 — [838, 38, 962, 51]
article-dateline: ਸਾਹਿਬਜ਼ਾਦਾ ਅਜੀਤ ਸਿੰਘ ਨਗਰ) — [41, 454, 147, 465]
article-civil-surgeon-health-card — [14, 1391, 511, 1535]
article-paragraph: ਪੰਜਾਬ ਦੇ ਮੁੱਖ ਮੰਤਰੀ ਭਗਵੰਤ ਸਿੰਘ ਮਾਨ ਦੀ ਅਗਵਾਈ ਹੇਠ ਚੱਲ ਰਹੀ ਮੁੱਖ ਮੰਤਰੀ ਤੀਰਥ ਯਾਤਰਾ ਯੋਜਨਾ ਤਹਿਤ 15ਵੀਂ ਬੱਸ ਰਵਾਨਾ ਕੀਤੀ ਗਈ। — [14, 1139, 174, 1176]
article-paragraph: ਡਾ ਅਨਿਲ ਨੇ ਦੱਸਿਆ ਕਿ ਬੱਚੇ ਦਾ ਜਨਮ ਬਹੁਤ ਹੀ ਨਾਜ਼ੁਕ ਹਾਲਤ ਵਿੱਚ ਹੋਇਆ ਸੀ। ਜਨਮ ਤੋਂ ਤੁਰੰਤ ਬਾਅਦ ਉਸ ਨੂੰ ਸਾਹ ਲੈਣ ਵਿੱਚ ਮੁਸ਼ਕਿਲ ਆ ਰਹੀ ਸੀ ਜਿਸ ਕਾਰਨ ਉਸ ਨੂੰ ਤੁਰੰਤ ਵੈਂਟੀਲੇਟਰ ਸਹਾਇਤਾ ਉੱਤੇ ਰੱਖਿਆ ਗਿਆ। — [14, 242, 174, 305]
article-paragraph: ਸਰਕਲ ਖਰੜ ਵਿੱਚ ਵੱਖ-ਵੱਖ ਜਥੇਬੰਦੀਆਂ ਵੱਲੋਂ ਆਮ ਆਦਮੀ ਪਾਰਟੀ ਦੇ ਖ਼ਿਲਾਫ਼ ਰੋਸ ਪ੍ਰਦਰਸ਼ਨ ਕੀਤਾ ਗਿਆ। — [183, 615, 341, 651]
article-paragraph: ਰੋਸ ਪ੍ਰਦਰਸ਼ਨ ਦੌਰਾਨ ਮੰਗ ਕੀਤੀ ਗਈ ਕਿ ਜਿਹੜੇ ਵੀ ਵਿਅਕਤੀ ਇਸ ਘਟਨਾ ਲਈ ਜ਼ਿੰਮੇਵਾਰ ਹਨ, ਉਨ੍ਹਾਂ ਖ਼ਿਲਾਫ਼ ਸਖ਼ਤ ਤੋਂ ਸਖ਼ਤ ਕਾਰਵਾਈ ਕੀਤੀ ਜਾਵੇ। — [14, 573, 174, 610]
article-paragraph: ਮੁੱਖ ਮੰਤਰੀ ਸਿਹਤ ਬੀਮਾ ਯੋਜਨਾ ਤਹਿਤ ਸਿਹਤ ਕਾਰਡ ਬਣਾਉਣ ਦੇ ਕੰਮ ਦਾ ਨਿਰੀਖਣ ਸਿਵਲ ਸਰਜਨ ਵੱਲੋਂ ਕੀਤਾ ਗਿਆ। — [14, 1458, 174, 1495]
article-paragraph: ਇਸ ਸਮਾਗਮ ਵਿੱਚ ਪੰਜਾਬ ਅਤੇ ਚੰਡੀਗੜ੍ਹ ਦੀਆਂ ਵੱਖ-ਵੱਖ ਯੂਨੀਵਰਸਿਟੀਆਂ, ਕਾਲਜਾਂ, ਐਨਐਸਐਸ ਇਕਾਈਆਂ, ਬੱਚਿਆਂ ਅਤੇ ਅਧਿਆਪਕਾਂ ਨੇ ਸ਼ਮੂਲੀਅਤ ਕੀਤੀ। — [350, 929, 508, 979]
article-dateline: ਪੈਗਾਮ-ਏ-ਜਗਤ — [540, 1265, 591, 1276]
article-paragraph: ਟਰਾਈਸਿਟੀ ਸੀਨੀਅਰ ਸਿਟੀਜ਼ਨਜ਼ ਐਸੋਸੀਏਸ਼ਨ ਵੱਲੋਂ ਸੈਕਟਰ 33 ਵਿੱਚ ਆਯੋਜਿਤ ਇੱਕ ਰੰਗਾਰੰਗ ਸਮਾਗਮ ਵਿੱਚ ਫੈਸ਼ਨ ਸ਼ੋਅ ਕਮ ਮਾਡਲਿੰਗ ਮੁਕਾਬਲਾ ਕਰਵਾਇਆ ਗਿਆ। — [639, 878, 757, 941]
article-photo — [741, 1022, 1011, 1122]
article-paragraph: ਸਾਲ 2027 'ਚ ਹੋਣ ਵਾਲੀਆਂ ਚੋਣਾਂ ਲਈ ਪਾਰਟੀ ਪੂਰੀ ਤਰ੍ਹਾਂ ਤਿਆਰ ਹੈ। — [840, 1317, 935, 1354]
article-paragraph: ਵਿਦਿਆਰਥੀਆਂ ਨੇ ਵੀ ਆਪਣੇ ਸਵਾਲ ਪੁੱਛੇ ਅਤੇ ਮਾਹਿਰਾਂ ਨੇ ਉਨ੍ਹਾਂ ਦੇ ਜਵਾਬ ਦਿੱਤੇ। — [715, 337, 808, 386]
article-paragraph: ਇਸ ਮੌਕੇ ਰਾਜੇਸ਼ ਸ਼ਰਮਾ ਤੇ ਹੋਰ ਵਰਕਰ ਮੌਜੂਦ ਸਨ। — [350, 653, 508, 677]
article-paragraph: ਉਨ੍ਹਾਂ ਕਿਹਾ ਕਿ ਤਿੰਨ ਦਿਨਾਂ ਦੀ ਇਸ ਯਾਤਰਾ ਦੌਰਾਨ ਪਰਿਵਾਰਾਂ ਵਿੱਚ ਧਾਰਮਿਕਤਾ ਦੇ ਨਾਲ-ਨਾਲ ਆਪਸੀ ਭਾਈਚਾਰੇ ਦੀ ਭਾਵਨਾ ਵੀ ਵਧਦੀ ਹੈ। — [183, 1219, 341, 1256]
article-source: (ਪੈਗਾਮ-ਏ-ਜਗਤ) — [65, 1442, 123, 1453]
article-paragraph: ਇਕੱਠ ਨੂੰ ਸੰਬੋਧਨ ਕਰਦਿਆਂ, ਟੀਐਸਸੀਏ ਦੀ ਪ੍ਰਧਾਨ, ਸ੍ਰੀਮਤੀ ਰਜਿੰਦਰ ਕੌਰ ਨਿੰਮੀ, ਨੇ ਸੀਨੀਅਰ ਸਿਟੀਜ਼ਨਾਂ, ਖਾਸ ਕਰਕੇ ਇਕੱਲੇ ਰਹਿ ਰਹੇ ਬਜ਼ੁਰਗਾਂ ਲਈ ਅਜਿਹੇ ਸਮਾਗਮਾਂ ਦੀ ਮਹੱਤਤਾ ਬਾਰੇ ਗੱਲ ਕੀਤੀ। — [766, 788, 884, 863]
article-paragraph: ਪ੍ਰੋਗਰਾਮ ਦੇ ਅੰਤ ਵਿੱਚ ਹੋਣਹਾਰ ਵਿਦਿਆਰਥੀਆਂ ਨੂੰ ਇਨਾਮ ਵੰਡੇ ਗਏ ਅਤੇ ਮਾਪਿਆਂ ਨੇ ਸਕੂਲ ਦੇ ਯਤਨਾਂ ਦੀ ਸ਼ਲਾਘਾ ਕੀਤੀ। — [513, 1159, 673, 1196]
article-paragraph: ਮੁੱਖ ਮੰਤਰੀ ਪੰਜਾਬ ਦੇ ਸਹਿਯੋਗ ਸਦਕਾ ਸੂਬੇ ਵਿੱਚ ਵਿਕਾਸ ਕਾਰਜਾਂ ਨੂੰ ਨਵੀਂ ਰਫ਼ਤਾਰ ਮਿਲੀ ਹੈ। — [513, 1294, 618, 1331]
article-headline: ਡੀਏਵੀ ਪਬਲਿਕ ਸਕੂਲ, ਸੈਕਟਰ-8, ਪੰਚਕੂਲਾ ਨੇ ਸਾਲਾਨਾ ਸਮਾਗਮ 'ਨਵਾਂਕੁਰ' ਸ਼ਾਨਦਾਰ ਢੰਗ ਨਾਲ ਮਨਾਇਆ — [540, 956, 983, 1011]
article-source: (ਪੈਗਾਮ-ਏ-ਜਗਤ) — [537, 507, 594, 518]
article-paragraph: ਇਸ ਮੌਕੇ ਵਿਦਿਆਰਥੀਆਂ ਨੇ ਰੰਗਾਰੰਗ ਸੱਭਿਆਚਾਰਕ ਪ੍ਰੋਗਰਾਮ ਪੇਸ਼ ਕੀਤੇ ਜਿਨ੍ਹਾਂ ਵਿੱਚ ਨਾਚ, ਗੀਤ ਅਤੇ ਨਾਟਕ ਸ਼ਾਮਲ ਸਨ। — [513, 1103, 618, 1153]
right-half — [513, 72, 1010, 1577]
article-headline: ਮੁੱਖ ਮੰਤਰੀ ਤੀਰਥ ਯਾਤਰਾ ਯੋਜਨਾ ਤਹਿਤ 15ਵੀਂ ਬੱਸ ਰਵਾਨਾ — [59, 1075, 466, 1098]
left-half — [14, 72, 511, 1577]
article-paragraph: ਪੰਜਾਬ ਦੇ ਮੁੱਖ ਮੰਤਰੀ ਭਗਵੰਤ ਸਿੰਘ ਮਾਨ ਦੀ ਅਗਵਾਈ ਹੇਠ ਚੱਲ ਰਹੀ ਮੁੱਖ ਮੰਤਰੀ ਤੀਰਥ ਯਾਤਰਾ ਯੋਜਨਾ ਤਹਿਤ 15ਵੀਂ ਬੱਸ ਰਵਾਨਾ ਕੀਤੀ ਗਈ। — [350, 1245, 508, 1282]
